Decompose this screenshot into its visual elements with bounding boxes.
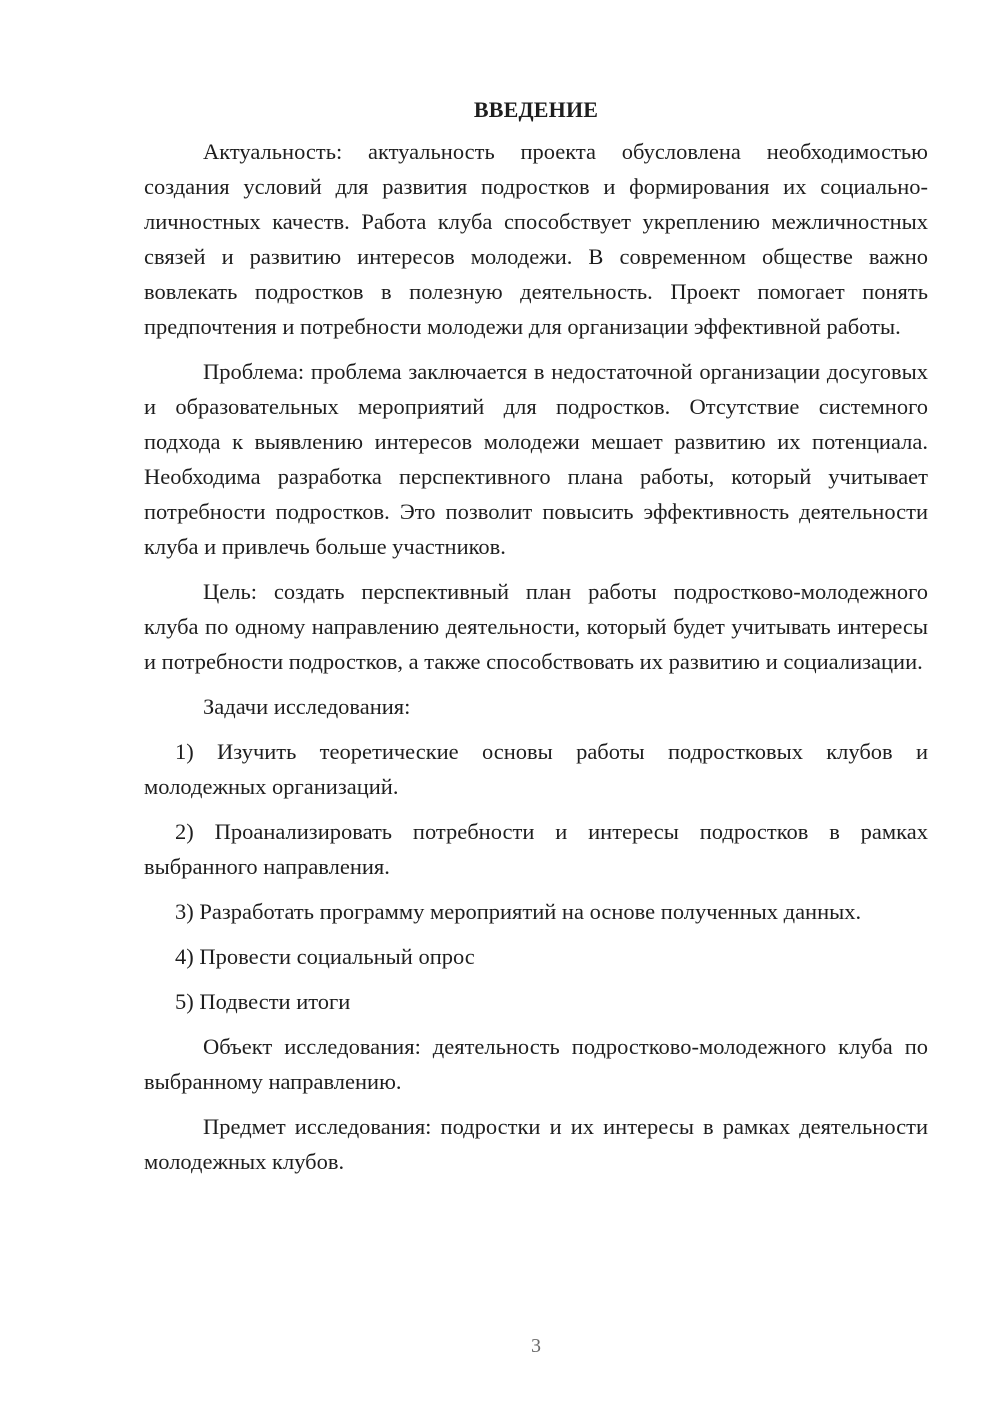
page-number: 3 xyxy=(531,1335,541,1357)
relevance-paragraph: Актуальность: актуальность проекта обусловлена необходимостью создания условий для развития подростков и формирования их социально-личностных качеств. Работа клуба способствует укреплению межличностных связей и развитию интересов молодежи. В современном обществе важно вовлекать подростков в полезную деятельность. Проект помогает понять предпочтения и потребности молодежи для организации эффективной работы. xyxy=(144,139,928,339)
problem-paragraph: Проблема: проблема заключается в недостаточной организации досуговых и образовательных мероприятий для подростков. Отсутствие системного подхода к выявлению интересов молодежи мешает развитию их потенциала. Необходима разработка перспективного плана работы, который учитывает потребности подростков. Это позволит повысить эффективность деятельности клуба и привлечь больше участников. xyxy=(144,359,928,559)
object-paragraph: Объект исследования: деятельность подростково-молодежного клуба по выбранному направлению. xyxy=(144,1034,928,1094)
subject-paragraph: Предмет исследования: подростки и их интересы в рамках деятельности молодежных клубов. xyxy=(144,1114,928,1174)
task-item-3: 3) Разработать программу мероприятий на основе полученных данных. xyxy=(175,899,862,924)
task-item-4: 4) Провести социальный опрос xyxy=(175,944,475,969)
task-item-1: 1) Изучить теоретические основы работы подростковых клубов и молодежных организаций. xyxy=(144,739,928,799)
section-title: ВВЕДЕНИЕ xyxy=(473,97,599,122)
page-content xyxy=(144,96,928,1189)
goal-paragraph: Цель: создать перспективный план работы подростково-молодежного клуба по одному направлению деятельности, который будет учитывать интересы и потребности подростков, а также способствовать их развитию и социализации. xyxy=(144,579,928,674)
task-item-5: 5) Подвести итоги xyxy=(175,989,351,1014)
task-item-2: 2) Проанализировать потребности и интересы подростков в рамках выбранного направления. xyxy=(144,819,928,879)
tasks-heading: Задачи исследования: xyxy=(203,694,411,719)
